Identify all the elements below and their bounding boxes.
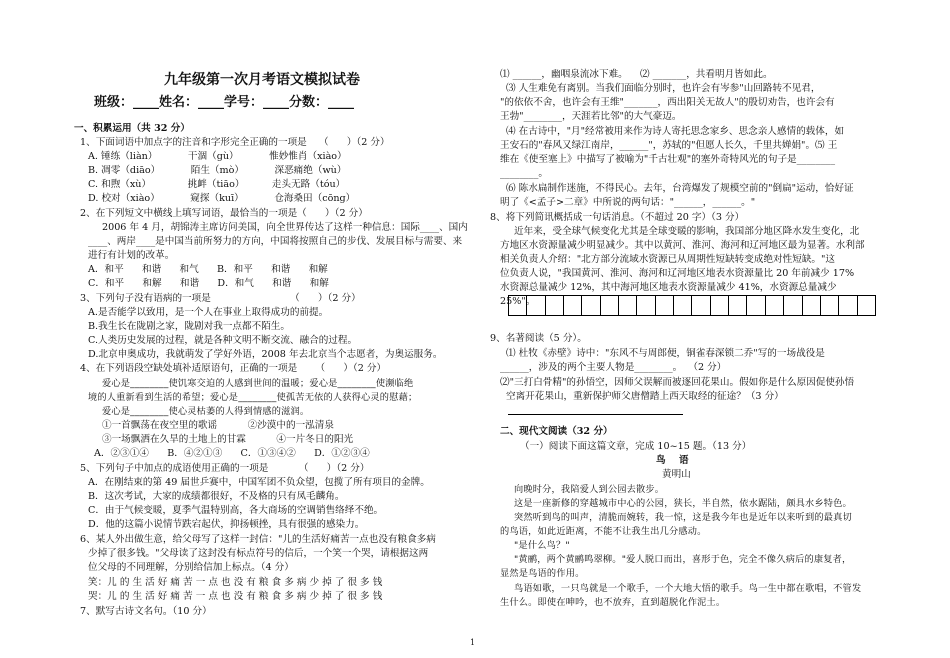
answer-grid-cell[interactable]: [637, 295, 655, 316]
answer-grid-cell[interactable]: [692, 295, 710, 316]
right-text-line: 王勃"________，天涯若比邻"的大气豪迈。: [500, 111, 682, 122]
right-text-line: 突然听到鸟的叫声，清脆而婉转，我一惊，这是我今年也是近年以来听到的最真切: [514, 512, 852, 523]
right-text-line: （一）阅读下面这篇文章，完成 10~15 题。（13 分）: [520, 441, 752, 452]
answer-grid-cell[interactable]: [564, 295, 582, 316]
right-text-line: 生什么。即使在呻吟，也不放弃，直到超脱化作泥土。: [500, 597, 726, 608]
left-text-line: D．他的这篇小说情节跌宕起伏，抑扬顿挫，具有很强的感染力。: [88, 519, 365, 530]
right-text-line: 位负责人说，"我国黄河、淮河、海河和辽河地区地表水资源量比 20 年前减少 17%: [500, 268, 855, 279]
right-text-line: 相关负责人介绍："北方部分流域水资源已从周期性短缺转变成绝对性短缺。"这: [500, 254, 836, 265]
left-text-line: ③一场飘洒在久旱的土地上的甘霖 ④一片冬日的阳光: [102, 434, 354, 445]
left-text-line: 5、下列句子中加点的成语使用正确的一项是 （ ）（2 分）: [80, 463, 370, 474]
left-text-line: ①一首飘荡在夜空里的歌谣 ②沙漠中的一泓清泉: [102, 420, 334, 431]
right-text-line: 明了《<孟子>二章》中所说的两句话："______，______。": [500, 197, 756, 208]
right-text-line: ⑹ 陈水扁制作迷施，不得民心。去年，台湾爆发了规模空前的"倒扁"运动，恰好证: [506, 183, 854, 194]
answer-grid-cell[interactable]: [784, 295, 802, 316]
right-text-line: 黄明山: [662, 469, 691, 480]
left-text-line: 境的人重新看到生活的希望；爱心是________使孤苦无依的人获得心灵的慰藉；: [88, 392, 418, 403]
left-text-line: 哭：儿 的 生 活 好 痛 苦 一 点 也 没 有 粮 食 多 病 少 掉 了 很 多 钱: [88, 591, 383, 602]
left-text-line: 6、某人外出做生意，给父母写了这样一封信："儿的生活好痛苦一点也没有粮食多病: [80, 534, 436, 545]
answer-grid[interactable]: [508, 295, 876, 316]
right-text-line: ⑴ ______，幽咽泉流冰下难。 ⑵ _______，共看明月皆如此。: [500, 69, 773, 80]
page-number: 1: [470, 638, 476, 647]
left-text-line: 4、在下列语段空缺处填补适原语句，正确的一项是 （ ）（2 分）: [80, 363, 387, 374]
left-text-line: B.我生长在陇剧之家，陇剧对我一点都不陌生。: [88, 321, 290, 332]
right-text-line: "的依依不舍，也许会有王维"_______，西出阳关无故人"的殷切劝告，也许会有: [500, 97, 835, 108]
right-text-line: 王安石的"春风又绿江南岸，______"，苏轼的"但愿人长久，千里共婵娟"。⑸ 王: [500, 140, 838, 151]
right-text-line: 鸟 语: [656, 455, 689, 466]
right-text-line: ⑷ 在古诗中，"月"经常被用来作为诗人寄托思念家乡、思念亲人感情的载体，如: [506, 126, 845, 137]
left-text-line: 班级：____姓名：____学号：____分数：____: [94, 95, 355, 110]
right-text-line: ⑵"三打白骨精"的孙悟空，因师父误解而被逐回花果山。假如你是什么原因促使孙悟: [500, 377, 855, 388]
left-text-line: 2、在下列短文中横线上填写词语，最恰当的一项是（ ）（2 分）: [80, 208, 368, 219]
answer-grid-cell[interactable]: [766, 295, 784, 316]
left-text-line: C．由于气候变暖，夏季气温特别高，各大商场的空调销售络绎不绝。: [88, 505, 384, 516]
answer-grid-cell[interactable]: [546, 295, 564, 316]
right-text-line: 鸟语如歌，一只鸟就是一个歌手，一个大地大悟的歌手。鸟一生中都在歌唱，不管发: [514, 583, 862, 594]
right-text-line: 近年来，受全球气候变化尤其是全球变暖的影响，我国部分地区降水发生变化，北: [514, 226, 860, 237]
right-text-line: 空离开花果山，重新保护师父唐僧踏上西天取经的征途？（3 分）: [506, 391, 784, 402]
right-text-line: "黄鹂，两个黄鹂鸣翠柳。"爱人脱口而出，喜形于色，完全不像久病后的康复者，: [514, 554, 852, 565]
answer-grid-cell[interactable]: [729, 295, 747, 316]
left-text-line: D. 校对（xiào） 窥探（kuī） 仓海桑田（cōng）: [88, 193, 356, 204]
left-text-line: D.北京申奥成功，我就萌发了学好外语，2008 年去北京当个志愿者，为奥运服务。: [88, 349, 443, 360]
left-text-line: A．在刚结束的第 49 届世乒赛中，中国军团不负众望，包揽了所有项目的金牌。: [88, 477, 430, 488]
right-text-line: 维在《使至塞上》中描写了被喻为"千古壮观"的塞外奇特风光的句子是________: [500, 154, 836, 165]
answer-grid-cell[interactable]: [508, 295, 527, 316]
right-text-line: 25%"。: [500, 296, 536, 307]
left-text-line: B. 凋零（diāo） 陌生（mò） 深恶痛绝（wù）: [88, 165, 347, 176]
left-text-line: 笑：儿 的 生 活 好 痛 苦 一 点 也 没 有 粮 食 多 病 少 掉 了 很 多 钱: [88, 577, 383, 588]
left-text-line: 1、下面词语中加点字的注音和字形完全正确的一项是 （ ）（2 分）: [80, 137, 390, 148]
right-text-line: 二、现代文阅读（32 分）: [500, 426, 613, 437]
right-text-line: 这是一座新修的穿越城市中心的公园，狭长，半自然，依水踞陆，颇具水乡特色。: [514, 498, 852, 509]
answer-grid-cell[interactable]: [527, 295, 545, 316]
left-text-line: 爱心是________使心灵枯萎的人得到情感的滋润。: [102, 406, 310, 417]
left-text-line: A．和平 和谐 和气 B．和平 和谐 和解: [88, 264, 328, 275]
left-text-line: C．和平 和解 和谐 D．和气 和谐 和解: [88, 278, 329, 289]
right-text-line: 显然是鸟语的作用。: [500, 568, 585, 579]
left-text-line: 少掉了很多钱。"父母读了这封没有标点符号的信后，一个笑一个哭，请根据这两: [88, 548, 429, 559]
answer-grid-cell[interactable]: [858, 295, 876, 316]
left-text-line: 2006 年 4 月，胡锦涛主席访问美国，向全世界传达了这样一种信息：国际____、国内: [102, 222, 468, 233]
right-text-line: 向晚时分，我陪爱人到公园去散步。: [514, 484, 665, 495]
right-text-line: ________。: [500, 168, 548, 179]
left-text-line: 爱心是________使饥寒交迫的人感到世间的温暖；爱心是________使濒临绝: [102, 378, 414, 389]
right-text-line: ⑴ 杜牧《赤壁》诗中："东风不与周郎便，铜雀春深锁二乔"写的一场战役是: [506, 348, 825, 359]
left-text-line: B．这次考试，大家的成绩都很好，不及格的只有凤毛麟角。: [88, 491, 345, 502]
right-text-line: 9、名著阅读（5 分）。: [490, 333, 587, 344]
left-text-line: 3、下列句子没有语病的一项是 （ ）（2 分）: [80, 293, 361, 304]
answer-grid-cell[interactable]: [747, 295, 765, 316]
right-text-line: 水资源总量减少 12%，其中海河地区地表水资源量减少 41%，水资源总量减少: [500, 282, 837, 293]
answer-grid-cell[interactable]: [803, 295, 821, 316]
right-text-line: "是什么鸟？": [514, 540, 570, 551]
answer-grid-cell[interactable]: [582, 295, 600, 316]
answer-grid-cell[interactable]: [711, 295, 729, 316]
right-text-line: ⑶ 人生难免有离别。当我们面临分别时，也许会有岑参"山回路转不见君，: [506, 83, 821, 94]
left-text-line: C.人类历史发展的过程，就是各种文明不断交流、融合的过程。: [88, 335, 358, 346]
answer-grid-cell[interactable]: [656, 295, 674, 316]
left-text-line: 7、默写古诗文名句。（10 分）: [80, 606, 212, 617]
right-text-line: 方地区水资源量减少明显减少。其中以黄河、淮河、海河和辽河地区最为显著。水利部: [500, 240, 865, 251]
answer-grid-cell[interactable]: [839, 295, 857, 316]
answer-grid-cell[interactable]: [821, 295, 839, 316]
left-text-line: 九年级第一次月考语文模拟试卷: [164, 72, 360, 88]
left-text-line: C. 和煦（xù） 挑衅（tiāo） 走头无路（tóu）: [88, 179, 346, 190]
left-text-line: ____、两岸____是中国当前所努力的方向，中国将按照自己的步伐、发展目标与需要、来: [88, 236, 463, 247]
left-text-line: 一、积累运用（共 32 分）: [74, 123, 190, 134]
answer-line-1[interactable]: [508, 414, 683, 415]
left-text-line: A. 锤练（liàn） 干涸（gù） 惟妙惟肖（xiào）: [88, 151, 347, 162]
right-text-line: 的鸟语，如此近距离，不能不让我生出几分感动。: [500, 526, 707, 537]
answer-grid-cell[interactable]: [619, 295, 637, 316]
left-text-line: A.是否能学以致用，是一个人在事业上取得成功的前提。: [88, 307, 329, 318]
answer-grid-cell[interactable]: [674, 295, 692, 316]
left-text-line: 进行有计划的改革。: [88, 250, 175, 261]
right-text-line: 8、将下列简讯概括成一句话消息。（不超过 20 字）（3 分）: [490, 212, 745, 223]
answer-grid-cell[interactable]: [601, 295, 619, 316]
right-text-line: ______，涉及的两个主要人物是________。 （2 分）: [500, 362, 727, 373]
left-text-line: 位父母的不同理解，分别给信加上标点。（4 分）: [88, 562, 294, 573]
left-text-line: A．②③①④ B．④②①③ C．①③④② D．①②③④: [94, 448, 370, 459]
